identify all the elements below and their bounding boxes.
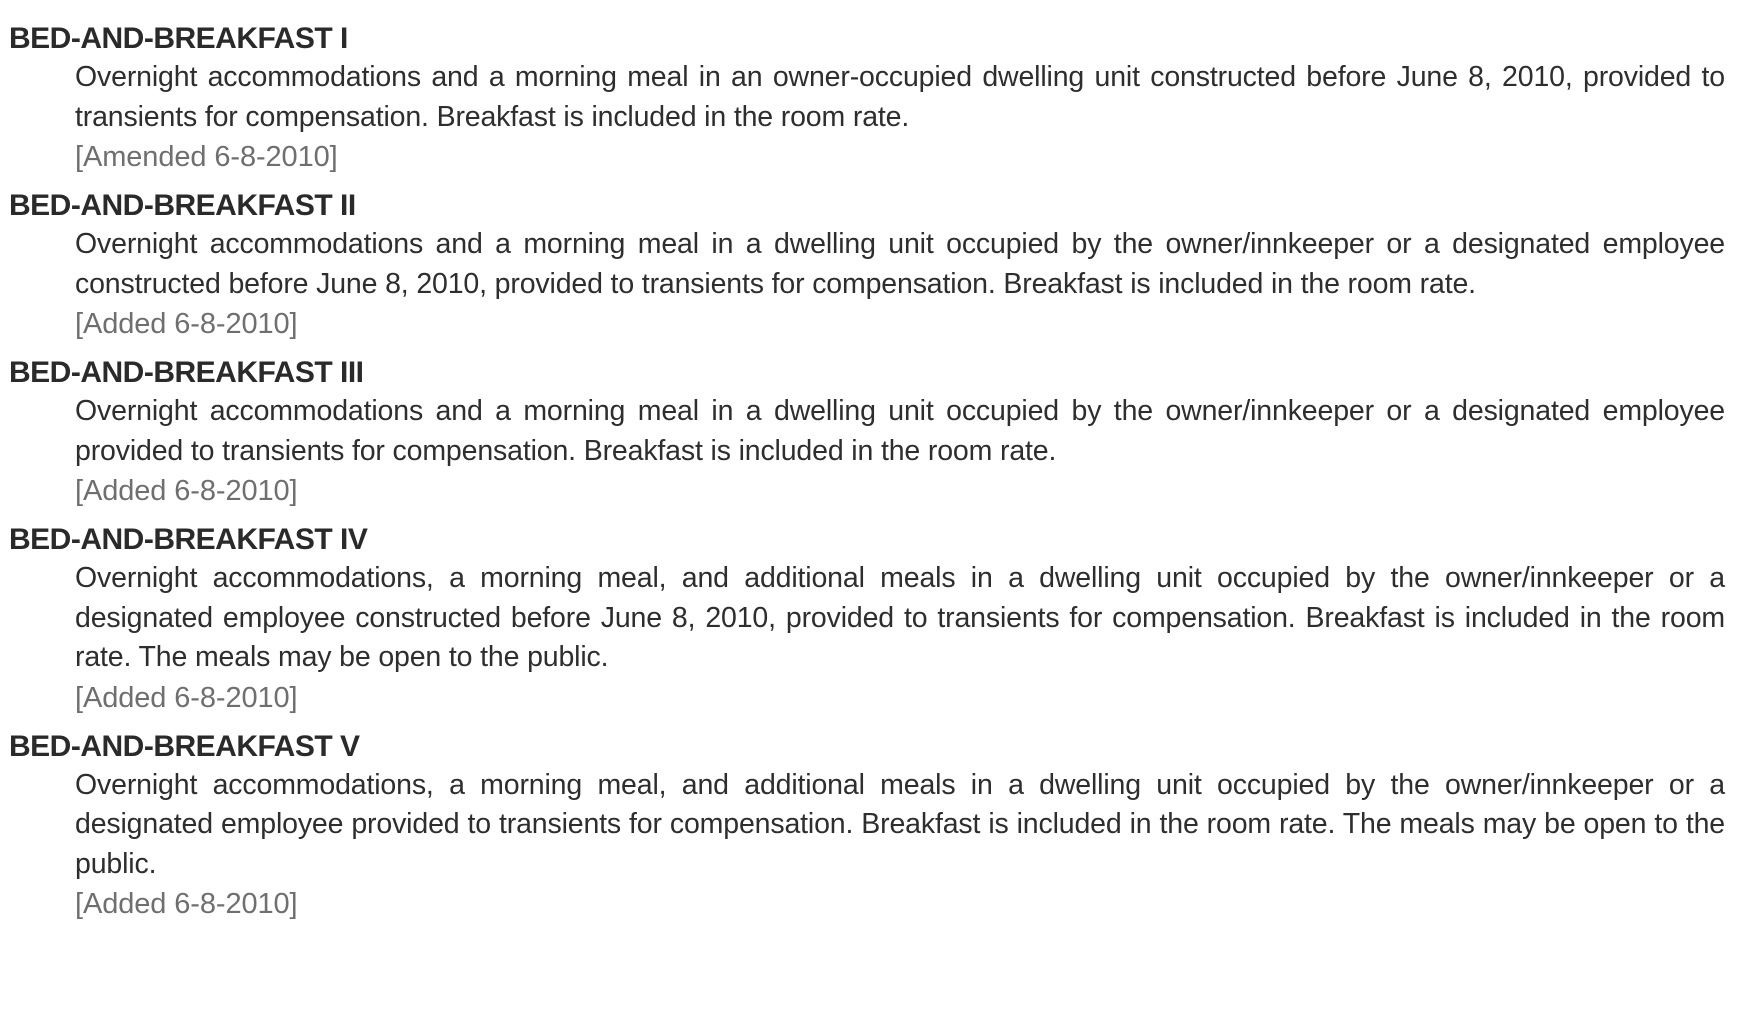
definition-term: BED-AND-BREAKFAST III xyxy=(9,356,364,389)
definition-text: Overnight accommodations and a morning meal in an owner-occupied dwelling unit constructed before June 8, 2010, provided to transients for compensation. Breakfast is included in the room rate. xyxy=(75,61,1725,133)
definition-entry xyxy=(9,354,1752,511)
definition-entry xyxy=(9,728,1752,925)
definition-entry xyxy=(9,521,1752,718)
definition-term: BED-AND-BREAKFAST I xyxy=(9,22,348,55)
definition-term: BED-AND-BREAKFAST IV xyxy=(9,523,368,556)
definition-text: Overnight accommodations, a morning meal, and additional meals in a dwelling unit occupied by the owner/innkeeper or a designated employee provided to transients for compensation. Breakfast is included in the room rate. The meals may be open to the public. xyxy=(75,768,1725,880)
amendment-history: [Added 6-8-2010] xyxy=(75,681,298,714)
definition-term: BED-AND-BREAKFAST V xyxy=(9,729,360,763)
amendment-history: [Added 6-8-2010] xyxy=(75,888,298,920)
definition-text: Overnight accommodations and a morning meal in a dwelling unit occupied by the owner/innkeeper or a designated employee constructed before June 8, 2010, provided to transients for compensation. Breakfast is included in the room rate. xyxy=(75,228,1725,300)
amendment-history: [Amended 6-8-2010] xyxy=(75,141,338,173)
definition-term: BED-AND-BREAKFAST II xyxy=(9,189,356,222)
amendment-history: [Added 6-8-2010] xyxy=(75,308,298,340)
definition-text: Overnight accommodations and a morning meal in a dwelling unit occupied by the owner/innkeeper or a designated employee provided to transients for compensation. Breakfast is included in the room rate. xyxy=(75,395,1725,467)
definition-entry xyxy=(9,20,1752,177)
definition-text: Overnight accommodations, a morning meal, and additional meals in a dwelling unit occupied by the owner/innkeeper or a designated employee constructed before June 8, 2010, provided to transients for compensation. Breakfast is included in the room rate. The meals may be open to the public. xyxy=(75,562,1725,673)
amendment-history: [Added 6-8-2010] xyxy=(75,475,298,507)
definition-entry xyxy=(9,187,1752,344)
